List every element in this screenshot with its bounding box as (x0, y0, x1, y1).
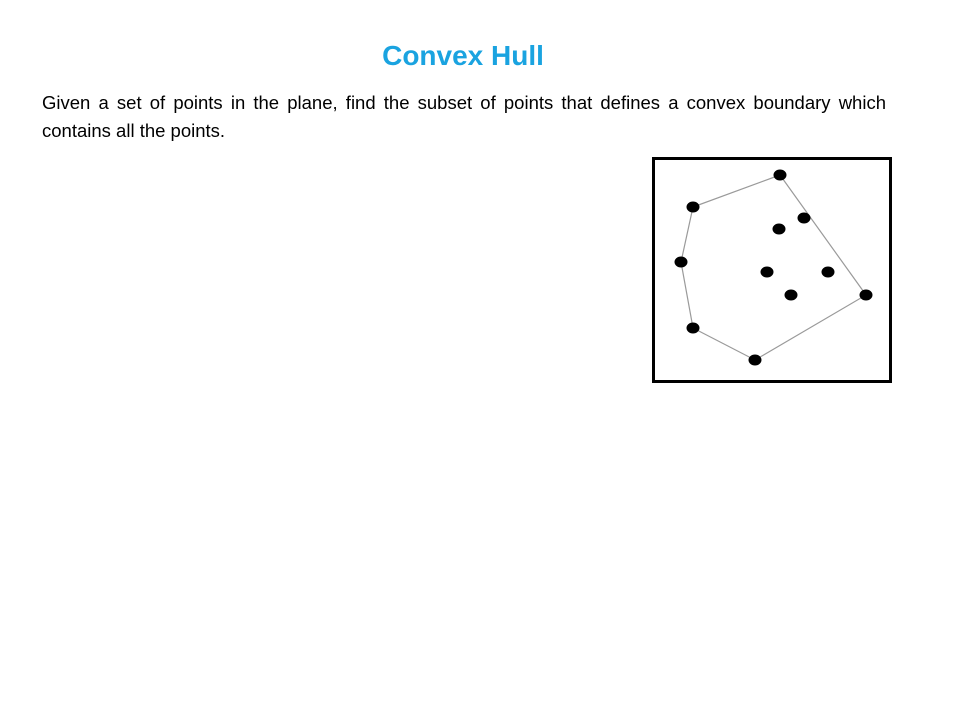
slide-description: Given a set of points in the plane, find the subset of points that defines a convex boundary which contains all the points. (42, 92, 886, 141)
hull-point (860, 290, 873, 301)
hull-point (687, 202, 700, 213)
convex-hull-figure (652, 157, 892, 383)
interior-point (761, 267, 774, 278)
hull-boundary (681, 175, 866, 360)
hull-point (749, 355, 762, 366)
interior-point (798, 213, 811, 224)
hull-point (774, 170, 787, 181)
point-set (675, 170, 873, 366)
convex-hull-diagram (655, 160, 889, 380)
hull-point (675, 257, 688, 268)
hull-point (687, 323, 700, 334)
interior-point (822, 267, 835, 278)
interior-point (785, 290, 798, 301)
interior-point (773, 224, 786, 235)
slide-title: Convex Hull (382, 40, 544, 71)
